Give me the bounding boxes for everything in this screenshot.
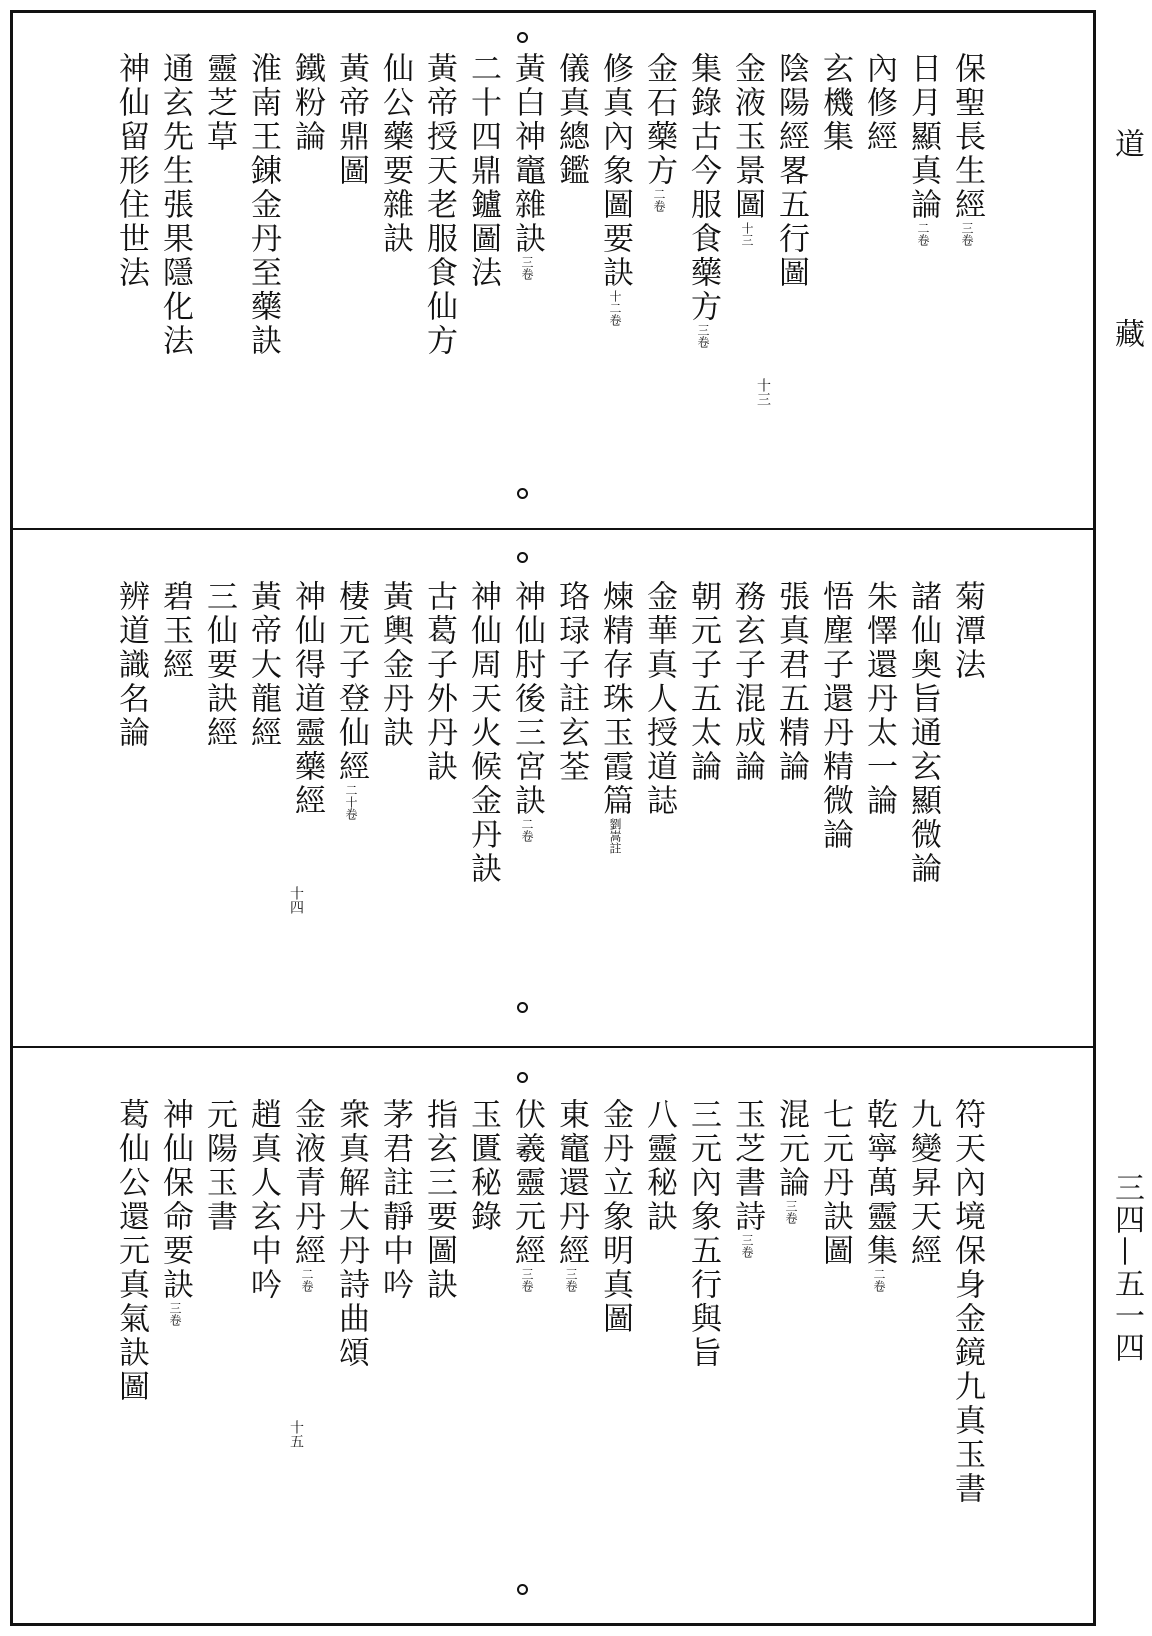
- entry-title: 符天內境保身金鏡九真玉書: [949, 1098, 985, 1506]
- entry-title: 衆真解大丹詩曲頌: [333, 1098, 369, 1370]
- entry-title: 三仙要訣經: [201, 580, 237, 750]
- side-label-top: [1108, 128, 1144, 348]
- entry-title: 黃輿金丹訣: [377, 580, 413, 750]
- catalog-entry: [464, 52, 502, 358]
- page-number: 十五: [288, 1420, 304, 1448]
- catalog-entry: [112, 1098, 150, 1506]
- entry-note: 十三: [740, 222, 754, 246]
- entry-title: 混元論: [773, 1098, 809, 1200]
- binding-hole: [517, 552, 528, 563]
- catalog-entry: [772, 1098, 810, 1506]
- entry-title: 悟塵子還丹精微論: [817, 580, 853, 852]
- entry-title: 神仙得道靈藥經: [289, 580, 325, 818]
- entry-title: 八靈秘訣: [641, 1098, 677, 1234]
- entry-title: 珞琭子註玄荃: [553, 580, 589, 784]
- catalog-entry: [420, 1098, 458, 1506]
- catalog-entry: [156, 580, 194, 886]
- catalog-entry: [596, 1098, 634, 1506]
- catalog-entry: [112, 580, 150, 886]
- entry-title: 朱懌還丹太一論: [861, 580, 897, 818]
- catalog-entry: [288, 1098, 326, 1506]
- side-char: 藏: [1109, 318, 1144, 348]
- catalog-entry: [244, 580, 282, 886]
- entry-title: 三元內象五行與旨: [685, 1098, 721, 1370]
- catalog-entry: [552, 580, 590, 886]
- catalog-entry: [596, 52, 634, 358]
- entry-title: 鐵粉論: [289, 52, 325, 154]
- entry-title: 棲元子登仙經: [333, 580, 369, 784]
- binding-hole: [517, 1072, 528, 1083]
- entry-title: 乾寧萬靈集: [861, 1098, 897, 1268]
- catalog-entry: [376, 52, 414, 358]
- entry-note: 二卷: [652, 188, 666, 212]
- entry-note: 三卷: [784, 1200, 798, 1224]
- catalog-entry: [948, 580, 986, 886]
- entry-title: 金液青丹經: [289, 1098, 325, 1268]
- entry-note: 劉嵩註: [608, 818, 622, 854]
- entry-title: 二十四鼎鑪圖法: [465, 52, 501, 290]
- entry-note: 十二卷: [608, 290, 622, 326]
- catalog-entry: [420, 580, 458, 886]
- entry-title: 修真內象圖要訣: [597, 52, 633, 290]
- entry-note: 三卷: [564, 1268, 578, 1292]
- entry-title: 神仙留形住世法: [113, 52, 149, 290]
- entry-title: 日月顯真論: [905, 52, 941, 222]
- catalog-entry: [508, 1098, 546, 1506]
- entry-title: 玉匱秘錄: [465, 1098, 501, 1234]
- catalog-entry: [684, 580, 722, 886]
- panel-2: [10, 530, 1096, 1044]
- entry-title: 朝元子五太論: [685, 580, 721, 784]
- entry-title: 陰陽經畧五行圖: [773, 52, 809, 290]
- catalog-entry: [508, 580, 546, 886]
- side-page-number: 三四—五一四: [1109, 1172, 1144, 1364]
- entry-title: 金華真人授道誌: [641, 580, 677, 818]
- catalog-entry: [552, 1098, 590, 1506]
- entry-title: 內修經: [861, 52, 897, 154]
- panel-1: [10, 12, 1096, 526]
- catalog-entry: [816, 52, 854, 358]
- entry-title: 碧玉經: [157, 580, 193, 682]
- catalog-entry: [684, 1098, 722, 1506]
- entry-title: 菊潭法: [949, 580, 985, 682]
- entry-note: 二卷: [916, 222, 930, 246]
- catalog-entry: [464, 580, 502, 886]
- entry-note: 二卷: [520, 818, 534, 842]
- catalog-entry: [948, 52, 986, 358]
- catalog-entry: [860, 580, 898, 886]
- entry-title: 靈芝草: [201, 52, 237, 154]
- binding-hole: [517, 1584, 528, 1595]
- entry-title: 仙公藥要雜訣: [377, 52, 413, 256]
- entry-title: 務玄子混成論: [729, 580, 765, 784]
- entry-title: 通玄先生張果隱化法: [157, 52, 193, 358]
- entry-title: 黃帝授天老服食仙方: [421, 52, 457, 358]
- catalog-entry: [200, 1098, 238, 1506]
- entry-title: 元陽玉書: [201, 1098, 237, 1234]
- entry-title: 金丹立象明真圖: [597, 1098, 633, 1336]
- entry-title: 東竈還丹經: [553, 1098, 589, 1268]
- entry-title: 黃帝鼎圖: [333, 52, 369, 188]
- entry-note: 三卷: [168, 1302, 182, 1326]
- catalog-entry: [728, 1098, 766, 1506]
- entry-title: 集錄古今服食藥方: [685, 52, 721, 324]
- page-number: 十三: [755, 378, 771, 406]
- entry-title: 辨道識名論: [113, 580, 149, 750]
- catalog-entry: [156, 52, 194, 358]
- entry-note: 三卷: [520, 256, 534, 280]
- catalog-entry: [200, 52, 238, 358]
- entry-note: 二十卷: [344, 784, 358, 820]
- catalog-entry: [684, 52, 722, 358]
- catalog-entry: [332, 580, 370, 886]
- entry-title: 神仙周天火候金丹訣: [465, 580, 501, 886]
- catalog-entry: [640, 52, 678, 358]
- catalog-entry: [904, 1098, 942, 1506]
- catalog-entry: [112, 52, 150, 358]
- catalog-entry: [288, 52, 326, 358]
- catalog-entry: [288, 580, 326, 886]
- entry-title: 保聖長生經: [949, 52, 985, 222]
- panel-3: [10, 1048, 1096, 1624]
- catalog-entry: [332, 52, 370, 358]
- catalog-entry: [552, 52, 590, 358]
- entry-title: 葛仙公還元真氣訣圖: [113, 1098, 149, 1404]
- entry-title: 黃帝大龍經: [245, 580, 281, 750]
- entry-title: 張真君五精論: [773, 580, 809, 784]
- catalog-entry: [816, 1098, 854, 1506]
- entry-title: 神仙肘後三宮訣: [509, 580, 545, 818]
- entry-note: 二卷: [300, 1268, 314, 1292]
- entry-title: 玉芝書詩: [729, 1098, 765, 1234]
- entry-note: 三卷: [960, 222, 974, 246]
- entry-title: 九變昇天經: [905, 1098, 941, 1268]
- catalog-entry: [376, 1098, 414, 1506]
- entry-title: 黃白神竈雜訣: [509, 52, 545, 256]
- entry-note: 三卷: [740, 1234, 754, 1258]
- catalog-entry: [860, 1098, 898, 1506]
- entry-title: 金石藥方: [641, 52, 677, 188]
- entry-list: [112, 580, 986, 886]
- entry-title: 神仙保命要訣: [157, 1098, 193, 1302]
- entry-title: 趙真人玄中吟: [245, 1098, 281, 1302]
- entry-title: 茅君註靜中吟: [377, 1098, 413, 1302]
- entry-title: 古葛子外丹訣: [421, 580, 457, 784]
- catalog-entry: [376, 580, 414, 886]
- entry-title: 金液玉景圖: [729, 52, 765, 222]
- catalog-entry: [640, 1098, 678, 1506]
- entry-title: 諸仙奥旨通玄顯微論: [905, 580, 941, 886]
- entry-title: 淮南王錬金丹至藥訣: [245, 52, 281, 358]
- catalog-entry: [860, 52, 898, 358]
- catalog-entry: [420, 52, 458, 358]
- entry-title: 煉精存珠玉霞篇: [597, 580, 633, 818]
- catalog-entry: [244, 1098, 282, 1506]
- entry-title: 七元丹訣圖: [817, 1098, 853, 1268]
- catalog-entry: [728, 52, 766, 358]
- entry-title: 指玄三要圖訣: [421, 1098, 457, 1302]
- catalog-entry: [156, 1098, 194, 1506]
- entry-note: 二卷: [872, 1268, 886, 1292]
- catalog-entry: [464, 1098, 502, 1506]
- catalog-entry: [904, 580, 942, 886]
- entry-note: 三卷: [520, 1268, 534, 1292]
- entry-title: 伏羲靈元經: [509, 1098, 545, 1268]
- side-char: 道: [1109, 128, 1144, 158]
- catalog-entry: [200, 580, 238, 886]
- catalog-entry: [772, 52, 810, 358]
- catalog-entry: [596, 580, 634, 886]
- catalog-entry: [728, 580, 766, 886]
- catalog-entry: [244, 52, 282, 358]
- catalog-entry: [640, 580, 678, 886]
- catalog-entry: [948, 1098, 986, 1506]
- catalog-entry: [816, 580, 854, 886]
- entry-list: [112, 52, 986, 358]
- binding-hole: [517, 488, 528, 499]
- catalog-entry: [772, 580, 810, 886]
- page-number: 十四: [288, 886, 304, 914]
- binding-hole: [517, 1002, 528, 1013]
- catalog-entry: [508, 52, 546, 358]
- catalog-entry: [904, 52, 942, 358]
- entry-title: 玄機集: [817, 52, 853, 154]
- binding-hole: [517, 32, 528, 43]
- entry-list: [112, 1098, 986, 1506]
- entry-title: 儀真總鑑: [553, 52, 589, 188]
- catalog-entry: [332, 1098, 370, 1506]
- entry-note: 三卷: [696, 324, 710, 348]
